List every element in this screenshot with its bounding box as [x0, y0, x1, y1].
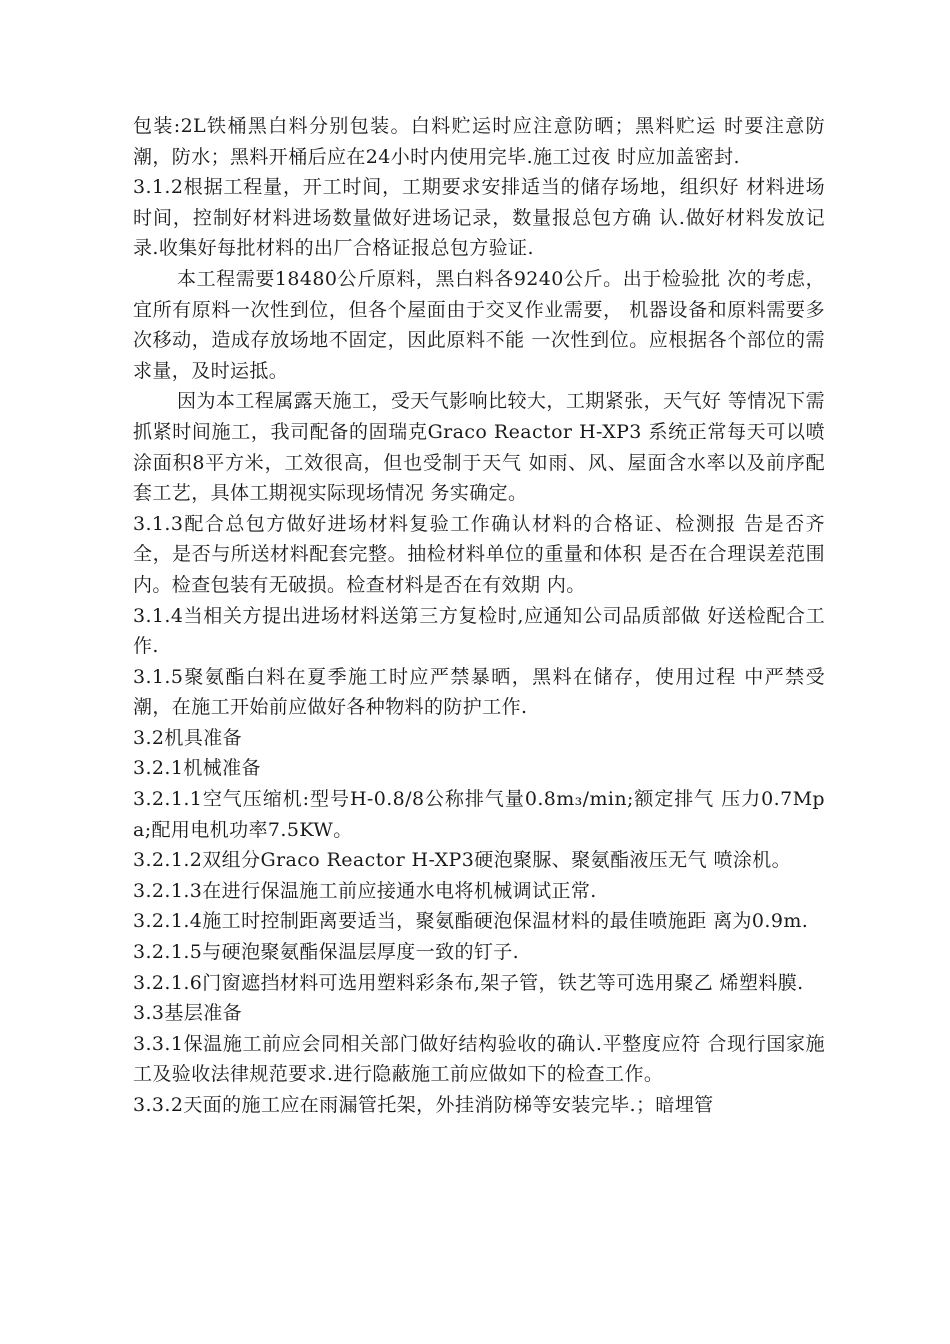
paragraph-raw-material-quantity: 本工程需要18480公斤原料，黑白料各9240公斤。出于检验批 次的考虑，宜所有原料一次性到位，但各个屋面由于交叉作业需要， 机器设备和原料需要多次移动，造成存放场地不固定，因此原料不能 一次性到位。应根据各个部位的需求量，及时运抵。: [133, 267, 825, 382]
paragraph-3-2-1-1: 3.2.1.1空气压缩机:型号H-0.8/8公称排气量0.8m₃/min;额定排气 压力0.7Mpa;配用电机功率7.5KW。: [133, 788, 825, 841]
paragraph-3-2-1-3: 3.2.1.3在进行保温施工前应接通水电将机械调试正常.: [133, 879, 597, 902]
paragraph-3-1-3: 3.1.3配合总包方做好进场材料复验工作确认材料的合格证、检测报 告是否齐全，是否与所送材料配套完整。抽检材料单位的重量和体积 是否在合理误差范围内。检查包装有无破损。检查材料是否在有效期 内。: [133, 512, 825, 596]
paragraph-weather-schedule: 因为本工程属露天施工，受天气影响比较大，工期紧张，天气好 等情况下需抓紧时间施工，我司配备的固瑞克Graco Reactor H-XP3 系统正常每天可以喷涂面积8平方米，工效很高，但也受制于天气 如雨、风、屋面含水率以及前序配套工艺，具体工期视实际现场情况 务实确定。: [133, 390, 825, 505]
paragraph-packaging: 包装:2L铁桶黑白料分别包装。白料贮运时应注意防晒；黑料贮运 时要注意防潮，防水；黑料开桶后应在24小时内使用完毕.施工过夜 时应加盖密封.: [133, 115, 825, 168]
heading-3-3: 3.3基层准备: [133, 1002, 243, 1025]
heading-3-2: 3.2机具准备: [133, 726, 243, 749]
document-body: [133, 111, 825, 1121]
paragraph-3-2-1-5: 3.2.1.5与硬泡聚氨酯保温层厚度一致的钉子.: [133, 941, 520, 964]
paragraph-3-2-1-4: 3.2.1.4施工时控制距离要适当，聚氨酯硬泡保温材料的最佳喷施距 离为0.9m.: [133, 910, 809, 933]
paragraph-3-2-1-2: 3.2.1.2双组分Graco Reactor H-XP3硬泡聚脲、聚氨酯液压无气 喷涂机。: [133, 849, 792, 872]
paragraph-3-1-5: 3.1.5聚氨酯白料在夏季施工时应严禁暴晒，黑料在储存，使用过程 中严禁受潮，在施工开始前应做好各种物料的防护工作.: [133, 665, 825, 719]
paragraph-3-3-2: 3.3.2天面的施工应在雨漏管托架，外挂消防梯等安装完毕.；暗埋管: [133, 1094, 714, 1116]
paragraph-3-1-2: 3.1.2根据工程量，开工时间，工期要求安排适当的储存场地，组织好 材料进场时间，控制好材料进场数量做好进场记录，数量报总包方确 认.做好材料发放记录.收集好每批材料的出厂合格证报总包方验证.: [133, 176, 825, 260]
heading-3-2-1: 3.2.1机械准备: [133, 757, 261, 780]
paragraph-3-1-4: 3.1.4当相关方提出进场材料送第三方复检时,应通知公司品质部做 好送检配合工作.: [133, 604, 825, 658]
paragraph-3-2-1-6: 3.2.1.6门窗遮挡材料可选用塑料彩条布,架子管，铁艺等可选用聚乙 烯塑料膜.: [133, 971, 804, 994]
paragraph-3-3-1: 3.3.1保温施工前应会同相关部门做好结构验收的确认.平整度应符 合现行国家施工及验收法律规范要求.进行隐蔽施工前应做如下的检查工作。: [133, 1032, 825, 1086]
